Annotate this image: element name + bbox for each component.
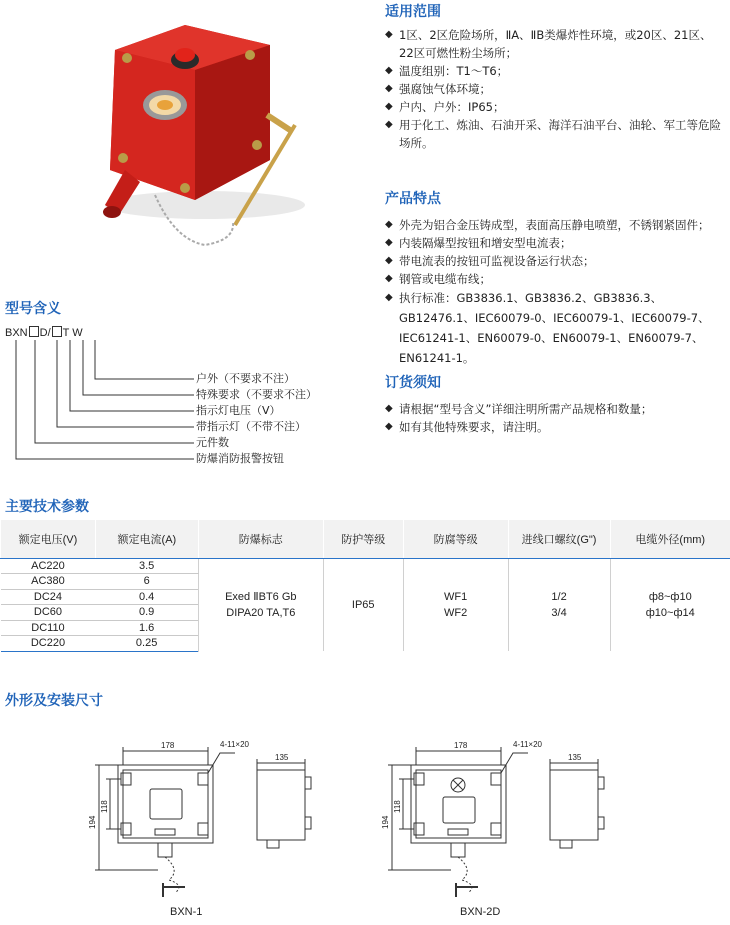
cable-line: ф8~ф10 xyxy=(648,590,692,603)
code-slash: / xyxy=(47,327,51,339)
legend-item: 特殊要求（不要求不注） xyxy=(196,388,317,401)
column-header: 防爆标志 xyxy=(198,520,323,558)
thread-cell xyxy=(508,558,610,651)
drawing-label: BXN-2D xyxy=(460,906,501,918)
cable-cell xyxy=(610,558,730,651)
anticorrosion-line: WF1 xyxy=(444,590,468,603)
product-photo xyxy=(85,10,345,250)
voltage-cell: AC220 xyxy=(1,558,96,574)
drawing-label: BXN-1 xyxy=(170,906,203,918)
list-item: ◆ 户内、户外：IP65； xyxy=(385,98,725,116)
list-item: ◆ 请根据“型号含义”详细注明所需产品规格和数量； xyxy=(385,400,725,418)
anticorrosion-line: WF2 xyxy=(444,606,468,619)
voltage-cell: AC380 xyxy=(1,574,96,590)
voltage-cell: DC110 xyxy=(1,620,96,636)
legend-item: 指示灯电压（V） xyxy=(196,404,281,417)
list-item: ◆ 钢管或电缆布线； xyxy=(385,270,720,288)
spec-table xyxy=(0,520,730,652)
scope-list xyxy=(385,26,725,152)
code-tw: T W xyxy=(62,327,83,339)
list-item: ◆ 用于化工、炼油、石油开采、海洋石油平台、油轮、军工等危险场所。 xyxy=(385,116,725,152)
anticorrosion-cell xyxy=(403,558,508,651)
current-cell: 1.6 xyxy=(95,620,198,636)
current-cell: 3.5 xyxy=(95,558,198,574)
legend-item: 防爆消防报警按钮 xyxy=(196,452,284,465)
current-cell: 0.9 xyxy=(95,605,198,621)
column-header: 防腐等级 xyxy=(403,520,508,558)
legend-item: 元件数 xyxy=(196,436,229,449)
features-list xyxy=(385,216,720,368)
list-item: ◆ 1区、2区危险场所，ⅡA、ⅡB类爆炸性环境，或20区、21区、22区可燃性粉尘场所； xyxy=(385,26,725,62)
ex-mark-line: DIPA20 TA,T6 xyxy=(226,606,296,619)
drawing-bxn-1 xyxy=(85,735,325,900)
code-prefix: BXN xyxy=(5,327,28,339)
column-header: 电缆外径(mm) xyxy=(610,520,730,558)
specs-heading: 主要技术参数 xyxy=(5,499,89,515)
code-d: D xyxy=(39,327,48,339)
protection-cell: IP65 xyxy=(323,558,403,651)
features-heading: 产品特点 xyxy=(385,191,441,207)
scope-heading: 适用范围 xyxy=(385,4,441,20)
list-item: ◆ 如有其他特殊要求，请注明。 xyxy=(385,418,725,436)
list-item: ◆ 执行标准：GB3836.1、GB3836.2、GB3836.3、GB12476.1、IEC60079-0、IEC60079-1、IEC60079-7、IEC61241-1、EN60079-0、EN60079-1、EN60079-7、EN61241-1。 xyxy=(385,288,720,368)
column-header: 防护等级 xyxy=(323,520,403,558)
table-header-row xyxy=(1,520,730,558)
dim-depth: 135 xyxy=(568,753,582,762)
dimensions-heading: 外形及安装尺寸 xyxy=(5,693,103,709)
drawing-bxn-2d xyxy=(378,735,618,900)
legend-item: 户外（不要求不注） xyxy=(196,372,295,385)
model-legend-lines xyxy=(0,336,200,466)
column-header: 额定电流(A) xyxy=(95,520,198,558)
list-item: ◆ 带电流表的按钮可监视设备运行状态； xyxy=(385,252,720,270)
column-header: 额定电压(V) xyxy=(1,520,96,558)
dim-holes: 4-11×20 xyxy=(513,740,542,749)
dim-height: 194 xyxy=(381,815,390,829)
list-item: ◆ 温度组别：T1～T6； xyxy=(385,62,725,80)
model-heading: 型号含义 xyxy=(5,301,61,317)
voltage-cell: DC24 xyxy=(1,589,96,605)
current-cell: 0.4 xyxy=(95,589,198,605)
thread-line: 3/4 xyxy=(551,606,567,619)
ex-mark-line: Exed ⅡBT6 Gb xyxy=(225,590,297,603)
voltage-cell: DC220 xyxy=(1,636,96,652)
list-item: ◆ 外壳为铝合金压铸成型，表面高压静电喷塑，不锈钢紧固件； xyxy=(385,216,720,234)
dim-depth: 135 xyxy=(275,753,289,762)
dim-holes: 4-11×20 xyxy=(220,740,249,749)
thread-line: 1/2 xyxy=(551,590,567,603)
list-item: ◆ 内装隔爆型按钮和增安型电流表； xyxy=(385,234,720,252)
voltage-cell: DC60 xyxy=(1,605,96,621)
cable-line: ф10~ф14 xyxy=(645,606,695,619)
dim-height: 194 xyxy=(88,815,97,829)
ordering-list xyxy=(385,400,725,436)
list-item: ◆ 强腐蚀气体环境； xyxy=(385,80,725,98)
dim-width: 178 xyxy=(161,741,175,750)
dim-width: 178 xyxy=(454,741,468,750)
current-cell: 6 xyxy=(95,574,198,590)
ex-mark-cell xyxy=(198,558,323,651)
legend-item: 带指示灯（不带不注） xyxy=(196,420,306,433)
ordering-heading: 订货须知 xyxy=(385,375,441,391)
dim-inner: 118 xyxy=(393,800,402,813)
column-header: 进线口螺纹(G") xyxy=(508,520,610,558)
current-cell: 0.25 xyxy=(95,636,198,652)
dim-inner: 118 xyxy=(100,800,109,813)
table-row xyxy=(1,558,730,574)
